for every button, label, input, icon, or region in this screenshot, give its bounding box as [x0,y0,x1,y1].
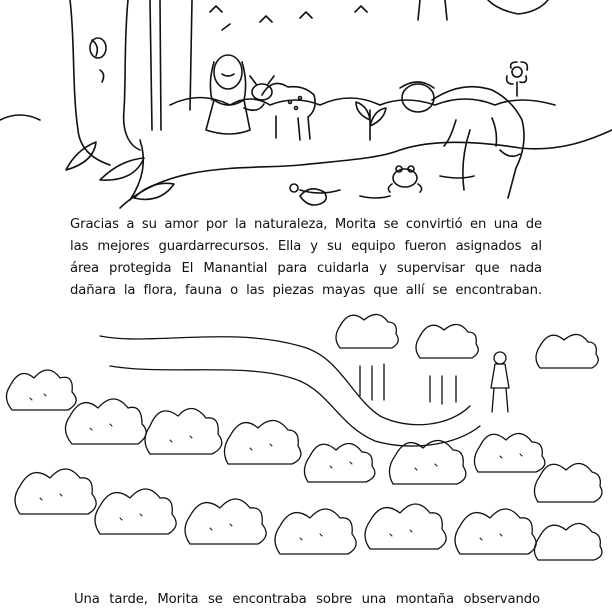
river-bank [120,130,612,208]
thin-tree-1 [150,0,152,130]
flower [507,62,528,96]
river-upper-edge [100,336,470,425]
top-illustration [0,0,612,214]
sprout [356,102,386,140]
morita-lookout [491,352,509,412]
river-lower-edge [110,366,480,446]
lily-pad [300,189,326,205]
left-tree-trunk [70,0,140,165]
small-plants [210,6,367,30]
paragraph-line: Una tarde, Morita se encontraba sobre una montaña observando [74,592,540,607]
forest-river-scene [0,0,612,214]
canopy-texture [30,394,522,540]
bg-tree-trunk [418,0,447,20]
bg-palm [488,0,548,14]
forest-canopy-scene [0,306,612,586]
thin-tree-1b [160,0,161,130]
bottom-illustration [0,306,612,586]
thin-tree-2 [190,0,192,110]
paragraph-line: Gracias a su amor por la naturaleza, Morita se convirtió en una de [70,217,542,232]
paragraph-line: dañara la flora, fauna o las piezas mayas que allí se encontraban. [70,283,542,298]
tree-trunks [360,364,456,404]
hedge-line [0,98,555,121]
water-flower [290,184,298,192]
paragraph-line: las mejores guardarrecursos. Ella y su equipo fueron asignados al [70,239,542,254]
tree-canopies [6,314,602,560]
story-paragraph-2 [74,589,540,611]
story-paragraph-1 [70,214,542,302]
paragraph-line: área protegida El Manantial para cuidarla y supervisar que nada [70,261,542,276]
frog-figure [388,166,421,192]
girl-figure [206,55,264,134]
foreground-leaves [66,140,174,200]
